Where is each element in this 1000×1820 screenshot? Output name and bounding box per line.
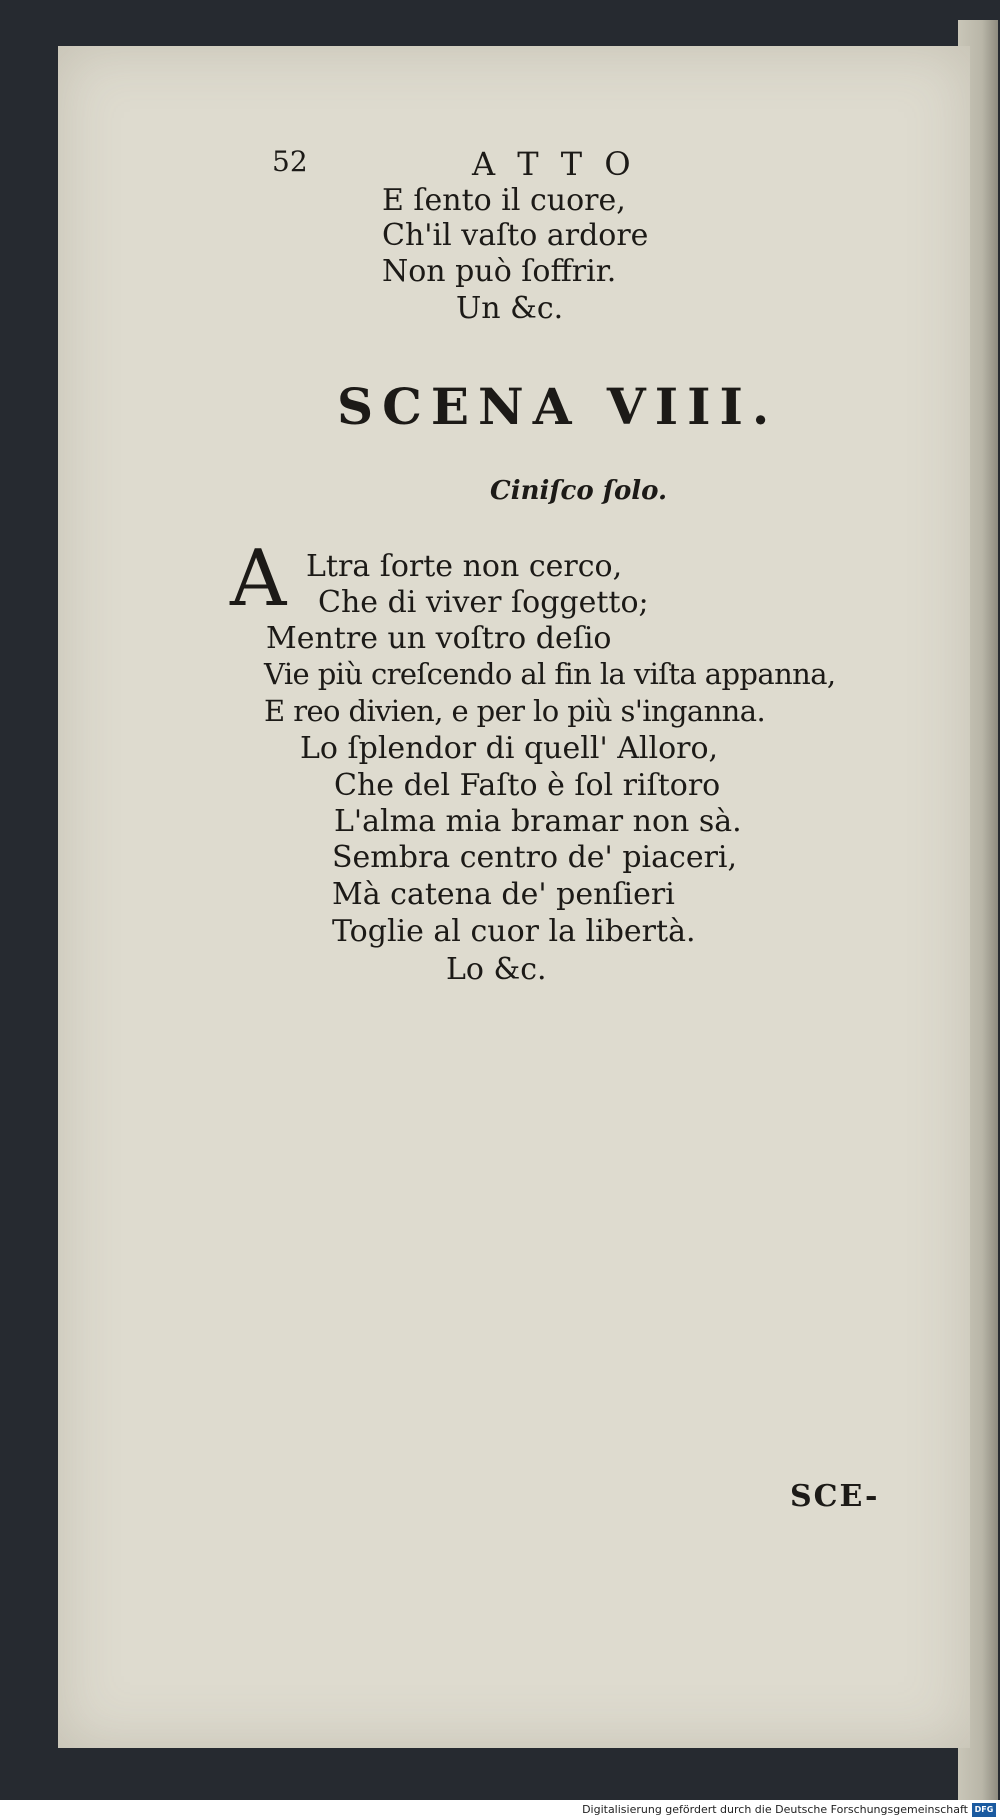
verse-line: Mà catena de' penſieri: [332, 877, 675, 912]
verse-line: Ch'il vaſto ardore: [382, 218, 649, 253]
verse-line: Che del Faſto è ſol riſtoro: [334, 768, 721, 803]
stage-direction: Ciniſco ſolo.: [490, 476, 668, 506]
verse-line: Che di viver ſoggetto;: [318, 585, 649, 620]
verse-line: Toglie al cuor la libertà.: [332, 914, 696, 949]
verse-line: Non può ſoffrir.: [382, 254, 617, 289]
verse-line: Vie più creſcendo al fin la viſta appanna,: [264, 657, 836, 691]
verse-refrain: Un &c.: [456, 291, 564, 326]
verse-line: E ſento il cuore,: [382, 183, 626, 218]
drop-cap: A: [230, 534, 287, 624]
scene-title: SCENA VIII.: [337, 377, 779, 436]
running-head: A T T O: [472, 145, 637, 183]
verse-line: Ltra ſorte non cerco,: [306, 549, 623, 584]
verse-line: Lo ſplendor di quell' Alloro,: [300, 731, 719, 766]
verse-line: Mentre un voſtro deſio: [266, 621, 612, 656]
footer-credit: Digitalisierung gefördert durch die Deutsche Forschungsgemeinschaft: [582, 1803, 968, 1816]
verse-line: Sembra centro de' piaceri,: [332, 840, 738, 875]
dfg-logo-icon: DFG: [972, 1803, 996, 1817]
verse-line: L'alma mia bramar non sà.: [334, 804, 742, 839]
page-number: 52: [272, 145, 308, 178]
verse-refrain: Lo &c.: [446, 952, 547, 987]
catchword: SCE-: [790, 1479, 880, 1514]
verse-line: E reo divien, e per lo più s'inganna.: [264, 694, 766, 728]
